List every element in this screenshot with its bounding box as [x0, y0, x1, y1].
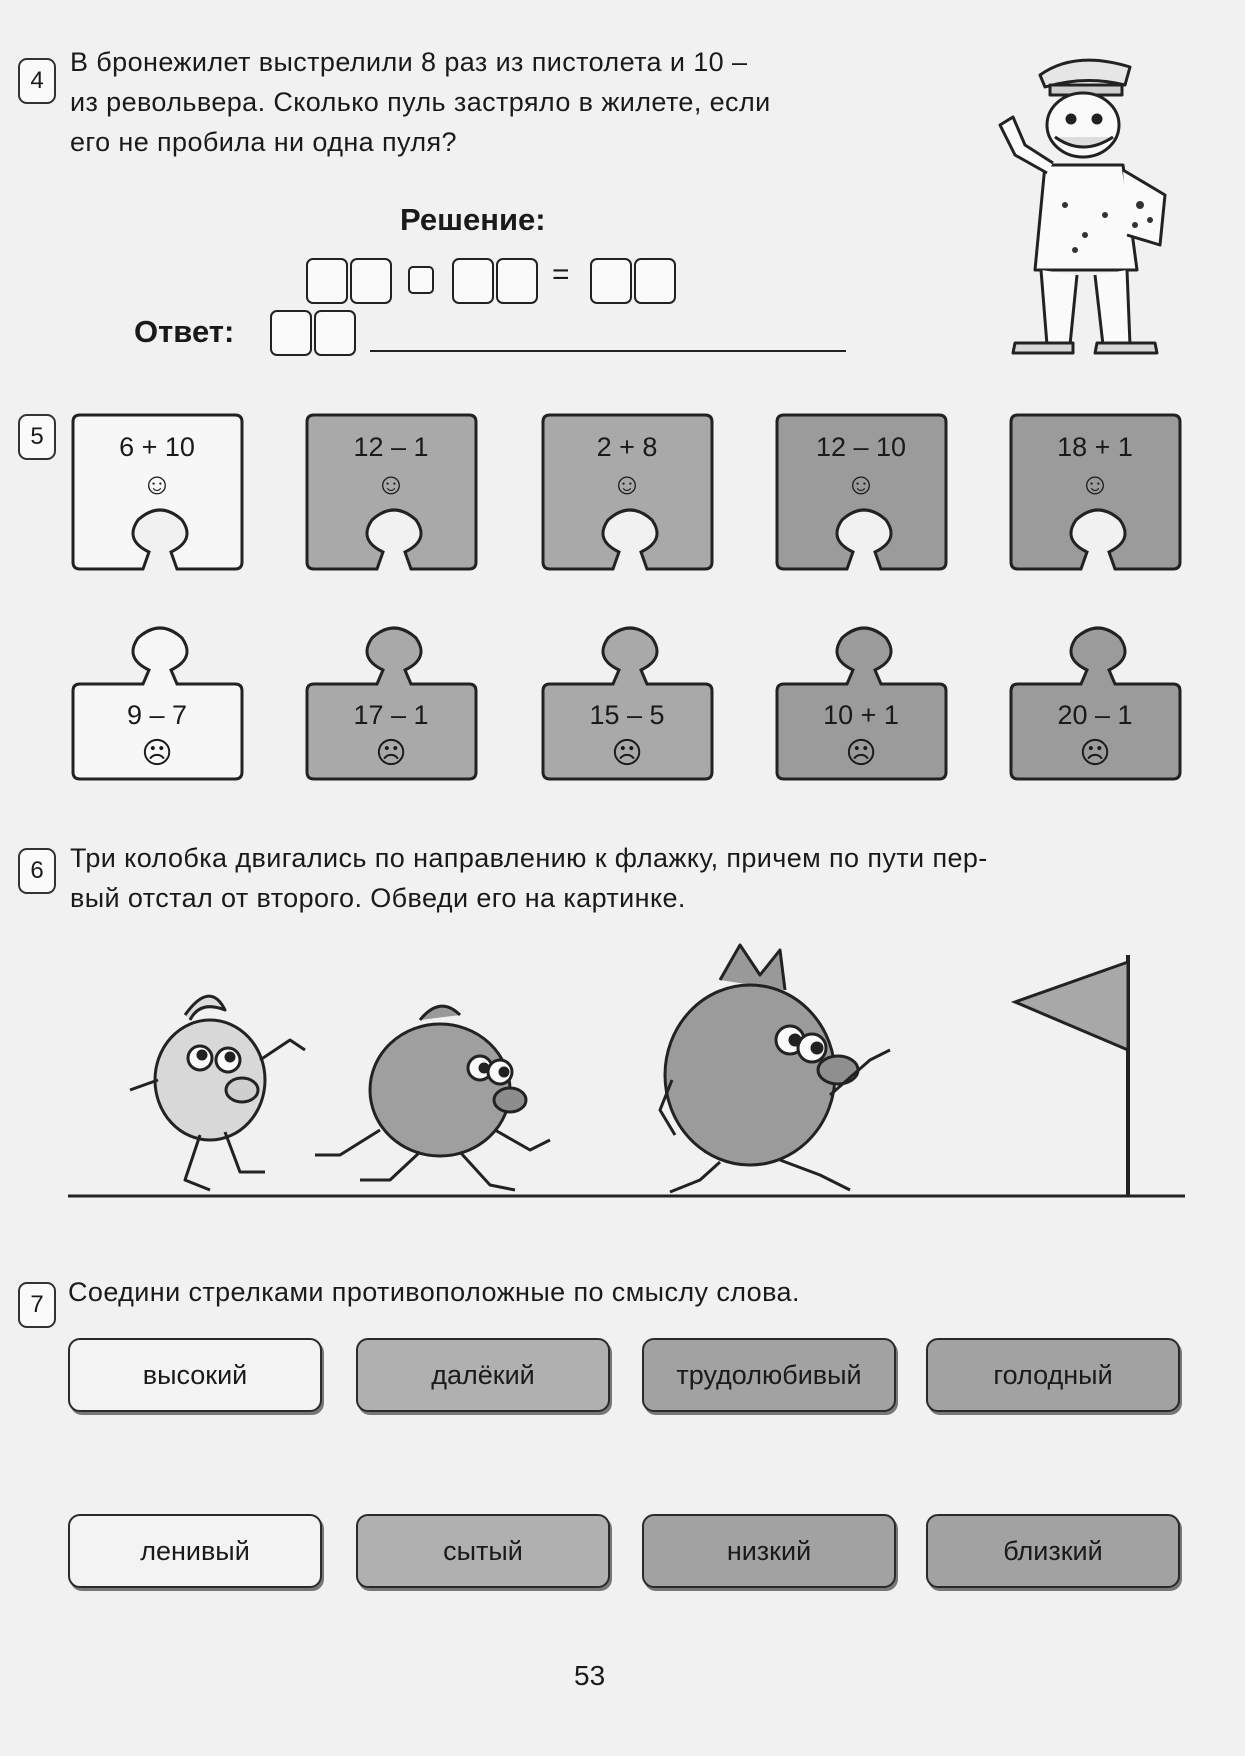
task6-line1: Три колобка двигались по направлению к флажку, причем по пути пер- [70, 843, 988, 873]
smile-icon: ☺ [141, 468, 173, 501]
puzzle-expression-top: 6 + 10 [119, 432, 195, 462]
word-box-bottom[interactable]: близкий [926, 1514, 1180, 1588]
task6-line2: вый отстал от второго. Обведи его на картинке. [70, 883, 686, 913]
puzzle-expression-top: 12 – 1 [353, 432, 429, 462]
solution-label: Решение: [400, 202, 546, 237]
word-box-bottom[interactable]: сытый [356, 1514, 610, 1588]
task4-line2: из револьвера. Сколько пуль застряло в жилете, если [70, 87, 771, 117]
equals-sign: = [552, 258, 570, 291]
task-number-label: 4 [30, 67, 44, 94]
word-box-bottom[interactable]: низкий [642, 1514, 896, 1588]
puzzle-expression-top: 18 + 1 [1057, 432, 1133, 462]
task4-line3: его не пробила ни одна пуля? [70, 127, 457, 157]
flag-icon [1015, 955, 1128, 1196]
sad-face-icon: ☹ [611, 737, 643, 770]
task-number-label: 6 [30, 857, 44, 884]
puzzle-expression-bottom: 17 – 1 [353, 700, 429, 730]
task-number-4 [18, 58, 56, 104]
puzzle-expression-bottom: 10 + 1 [823, 700, 899, 730]
operation-sign-box[interactable] [408, 266, 434, 294]
sad-face-icon: ☹ [375, 737, 407, 770]
answer-label: Ответ: [134, 314, 235, 349]
puzzle-expression-bottom: 9 – 7 [126, 700, 188, 730]
smile-icon: ☺ [1079, 468, 1111, 501]
smile-icon: ☺ [375, 468, 407, 501]
smile-icon: ☺ [845, 468, 877, 501]
word-box-top[interactable]: далёкий [356, 1338, 610, 1412]
sad-face-icon: ☹ [1079, 737, 1111, 770]
task4-line1: В бронежилет выстрелили 8 раз из пистолета и 10 – [70, 47, 748, 77]
solution-digit-box[interactable] [306, 258, 348, 304]
task7-line1: Соедини стрелками противоположные по смыслу слова. [68, 1277, 800, 1307]
answer-digit-box[interactable] [270, 310, 312, 356]
puzzle-expression-bottom: 15 – 5 [589, 700, 665, 730]
solution-digit-box[interactable] [452, 258, 494, 304]
task-number-label: 5 [30, 423, 44, 450]
kolobok-second [315, 1006, 550, 1190]
kolobok-first [130, 996, 305, 1190]
policeman-illustration [955, 45, 1185, 355]
result-digit-box[interactable] [634, 258, 676, 304]
puzzle-expression-top: 12 – 10 [815, 432, 907, 462]
word-box-top[interactable]: трудолюбивый [642, 1338, 896, 1412]
sad-face-icon: ☹ [141, 737, 173, 770]
answer-digit-box[interactable] [314, 310, 356, 356]
word-box-bottom[interactable]: ленивый [68, 1514, 322, 1588]
task-number-5 [18, 414, 56, 460]
smile-icon: ☺ [611, 468, 643, 501]
solution-digit-box[interactable] [350, 258, 392, 304]
page-number: 53 [574, 1660, 606, 1691]
task-number-label: 7 [30, 1291, 44, 1318]
puzzle-expression-top: 2 + 8 [596, 432, 658, 462]
kolobok-third [660, 945, 890, 1192]
word-box-top[interactable]: голодный [926, 1338, 1180, 1412]
sad-face-icon: ☹ [845, 737, 877, 770]
result-digit-box[interactable] [590, 258, 632, 304]
word-box-top[interactable]: высокий [68, 1338, 322, 1412]
task-number-7 [18, 1282, 56, 1328]
answer-line[interactable] [370, 350, 846, 352]
kolobok-race-illustration [60, 940, 1190, 1210]
puzzle-expression-bottom: 20 – 1 [1057, 700, 1133, 730]
solution-digit-box[interactable] [496, 258, 538, 304]
task-number-6 [18, 848, 56, 894]
